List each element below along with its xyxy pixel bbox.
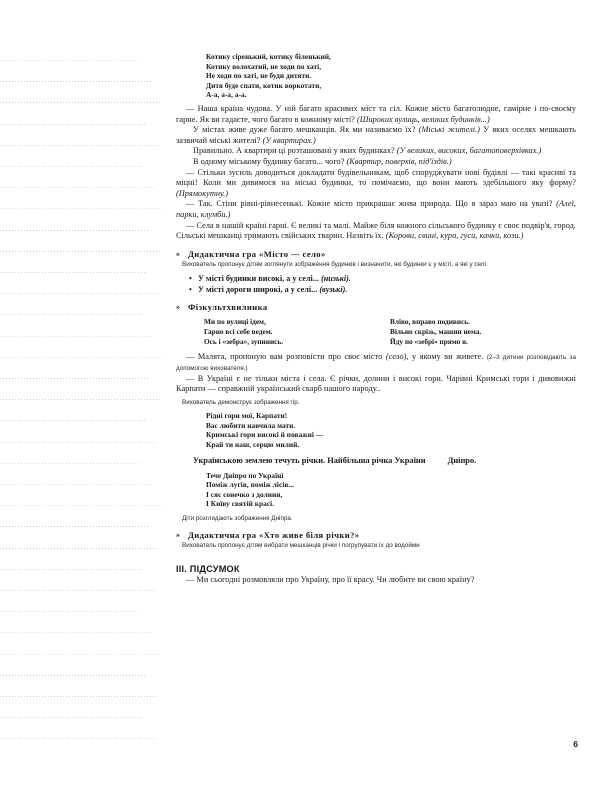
- poem-line: І сяє сонечко з долини,: [206, 489, 283, 499]
- paragraph-lead: —: [186, 103, 198, 113]
- list-item: [189, 273, 576, 284]
- verse-line: Ось і «зебра», зупинись.: [204, 336, 284, 346]
- margin-rule-line: [0, 505, 163, 506]
- double-chevron-bullet-icon: »: [176, 249, 179, 259]
- paragraph-lead: —: [186, 199, 198, 209]
- margin-rule-line: [0, 590, 155, 591]
- paragraph-text: Правильно. А квартири ці розташовані у яких будинках?: [193, 146, 397, 156]
- bullet-dot-icon: •: [189, 273, 192, 283]
- story-request-note: (2–3 дитини розповідають за допомогою вихователя.): [176, 354, 576, 373]
- section-heading-game-city-village: [176, 249, 576, 260]
- rivers-text-tail: Дніпро.: [447, 455, 477, 465]
- mountains-note: Вихователь демонструє зображення гір.: [182, 398, 300, 406]
- paragraph-story-request: [176, 352, 576, 373]
- poem-line: Рідні гори мої, Карпати!: [206, 411, 288, 421]
- lullaby-verse: [206, 52, 576, 100]
- list-item-answer: (вузькі).: [319, 285, 348, 295]
- margin-rule-line: [0, 569, 144, 570]
- paragraph-text: В одному міському будинку багато... чого?: [193, 156, 347, 166]
- margin-rule-line: [0, 60, 140, 61]
- margin-rule-line: [0, 675, 147, 676]
- margin-rule-line: [0, 336, 153, 337]
- poem-line: Вас любити навчила мати.: [206, 420, 296, 430]
- lullaby-line: А-а, а-а, а-а.: [206, 90, 247, 100]
- paragraph-villages: [176, 221, 576, 242]
- verse-column-left: [204, 317, 390, 346]
- double-chevron-bullet-icon: »: [176, 302, 179, 312]
- margin-rule-line: [0, 314, 142, 315]
- margin-rule-line: [0, 484, 152, 485]
- paragraph-text: В Україні є не тільки міста і села. Є річки, долини і високі гори. Чарівні Кримські гори і дивовижні Карпати — справжній український скарб нашого народу..: [176, 373, 576, 394]
- paragraph-text: Наша країна чудова. У ній багато красивих міст та сіл. Кожне місто багатолюдне, гамірне і по-своєму гарне. Як ви гадаєте, чого багато в кожному місті?: [176, 103, 576, 124]
- margin-rule-line: [0, 632, 151, 633]
- page-number: 6: [573, 739, 578, 749]
- margin-rule-line: [0, 611, 140, 612]
- rivers-text: Українською землею течуть річки. Найбільша річка України: [193, 455, 426, 465]
- margin-rule-line: [0, 102, 162, 103]
- bullet-dot-icon: •: [189, 284, 192, 294]
- paragraph-answer: (У великих, високих, багатоповерхівках.): [396, 146, 542, 156]
- paragraph-lead: —: [186, 167, 198, 177]
- game-city-village-items: [176, 273, 576, 295]
- verse-line: Вліво, вправо подивись.: [390, 317, 470, 327]
- margin-rule-line: [0, 463, 141, 464]
- page-content: [176, 52, 576, 585]
- section-heading-label: Фізкультхвилинка: [188, 302, 268, 313]
- paragraph-text-2: , у якому ви живете.: [406, 352, 487, 362]
- paragraph-country: [176, 104, 576, 125]
- summary-heading: III. ПІДСУМОК: [176, 563, 240, 574]
- margin-rule-line: [0, 145, 158, 146]
- section-heading-game-who-lives: [176, 530, 576, 541]
- paragraph-text: У містах живе дуже багато мешканців. Як ми називаємо їх?: [193, 125, 419, 135]
- margin-rule-line: [0, 378, 149, 379]
- margin-rule-line: [0, 717, 143, 718]
- list-item-answer: (низькі).: [320, 274, 351, 284]
- paragraph-italic: (село): [385, 352, 407, 362]
- rivers-poem: [206, 471, 576, 509]
- margin-rule-line: [0, 81, 151, 82]
- paragraph-answer-2: (У квартирах.): [262, 135, 316, 145]
- game-city-village-note: Вихователь пропонує дітям зоглянути зображення будинків і визначити, які будинки є у місті, а які у селі.: [182, 260, 488, 268]
- margin-rule-line: [0, 166, 143, 167]
- margin-rule-line: [0, 230, 150, 231]
- lullaby-line: Дитя буде спати, котик воркотати,: [206, 80, 322, 90]
- double-chevron-bullet-icon: »: [176, 530, 179, 540]
- margin-rule-line: [0, 696, 158, 697]
- paragraph-text-2: У яких оселях мешкають зазвичай міські жителі?: [176, 125, 576, 145]
- margin-rule-line: [0, 738, 154, 739]
- lullaby-line: Не ходи по хаті, не буди дитяти.: [206, 71, 312, 81]
- paragraph-answer: (Міські жителі.): [418, 125, 480, 135]
- rivers-note: Діти розглядають зображення Дніпра.: [182, 515, 293, 523]
- verse-column-right: [390, 317, 481, 346]
- list-item-text: У місті будинки високі, а у селі...: [198, 274, 321, 284]
- paragraph-answer: (Прямокутну.): [176, 188, 229, 198]
- lullaby-line: Котику сіренький, котику біленький,: [206, 52, 332, 61]
- margin-rule-line: [0, 272, 146, 273]
- margin-rule-line: [0, 654, 162, 655]
- margin-rule-line: [0, 399, 160, 400]
- verse-line: Ми по вулиці ідем,: [204, 317, 266, 327]
- margin-rule-line: [0, 526, 148, 527]
- paragraph-rivers: [176, 455, 576, 466]
- paragraph-walls: [176, 199, 576, 220]
- margin-rule-line: [0, 548, 159, 549]
- paragraph-summary: [176, 575, 576, 586]
- paragraph-mountains: [176, 374, 576, 395]
- game-who-lives-note: Вихователь пропонує дітям вибрати мешканців річки і погрупувати їх до водойми: [182, 542, 420, 550]
- section-heading-fizkultkhvylynka: [176, 302, 576, 313]
- list-item-text: У місті дороги широкі, а у селі...: [198, 285, 320, 295]
- section-heading-label: Дидактична гра «Місто — село»: [188, 248, 326, 259]
- poem-line: Поміж лугів, поміж лісів...: [206, 480, 294, 490]
- paragraph-text: Малята, пропоную вам розповісти про своє місто: [197, 352, 386, 362]
- mountains-poem: [206, 411, 576, 449]
- margin-rule-line: [0, 187, 154, 188]
- margin-rule-line: [0, 208, 165, 209]
- verse-line: Гарно всі себе ведем.: [204, 326, 273, 336]
- margin-rule-line: [0, 357, 164, 358]
- paragraph-answer: (Корови, свині, кури, гуси, качки, кози.): [385, 231, 524, 241]
- poem-line: Тече Дніпро по Україні: [206, 470, 284, 480]
- lullaby-line: Котику волохатий, не ходи по хаті,: [206, 61, 322, 71]
- paragraph-text: Ми сьогодні розмовляли про Україну, про її красу. Чи любите ви свою країну?: [196, 574, 475, 584]
- paragraph-lead: —: [186, 574, 197, 584]
- paragraph-lead: —: [186, 352, 198, 362]
- margin-rule-line: [0, 293, 157, 294]
- margin-rule-line: [0, 251, 161, 252]
- paragraph-builders: [176, 168, 576, 200]
- margin-rule-line: [0, 124, 147, 125]
- poem-line: Кримські гори високі й поважні —: [206, 430, 324, 440]
- verse-line: Йду по «зебрі» прямо я.: [390, 336, 468, 346]
- paragraph-city-dwellers: [176, 125, 576, 146]
- fizkultkhvylynka-verse: [176, 317, 576, 346]
- paragraph-answer: (Алеї, парки, клумби.): [176, 199, 576, 219]
- paragraph-text: Так. Стіни рівні-рівнесенькі. Кожне місто прикрашає жива природа. Що я зараз маю на увазі?: [198, 199, 557, 209]
- paragraph-lead: —: [186, 373, 198, 383]
- paragraph-text: Села в нашій країні гарні. Є великі та малі. Майже біля кожного сільського будинку є своє подвір'я, город. Сільські мешканці тримають свійських тварин. Назвіть їх.: [176, 220, 576, 241]
- paragraph-answer: (Широких вулиць, великих будинків...): [356, 114, 490, 124]
- margin-rule-line: [0, 420, 145, 421]
- verse-line: Вільно скрізь, машин нема.: [390, 326, 482, 336]
- poem-line: І Київу святій красі.: [206, 499, 275, 509]
- paragraph-flats: [176, 146, 576, 157]
- section-heading-label: Дидактична гра «Хто живе біля річки?»: [188, 530, 360, 541]
- paragraph-lead: —: [186, 220, 197, 230]
- paragraph-building: [176, 157, 576, 168]
- poem-line: Край ти наш, серцю милий.: [206, 440, 300, 450]
- list-item: [189, 284, 576, 295]
- paragraph-answer: (Квартир, поверхів, під'їздів.): [346, 156, 452, 166]
- margin-ruled-lines: [0, 0, 172, 800]
- paragraph-text: Стільки зусиль доводиться докладати будівельникам, щоб споруджувати нові будівлі — такі красиві та міцні! Коли ми дивимося на міські будинки, то помічаємо, що вони мають здебільшого яку форму?: [176, 167, 576, 188]
- margin-rule-line: [0, 442, 156, 443]
